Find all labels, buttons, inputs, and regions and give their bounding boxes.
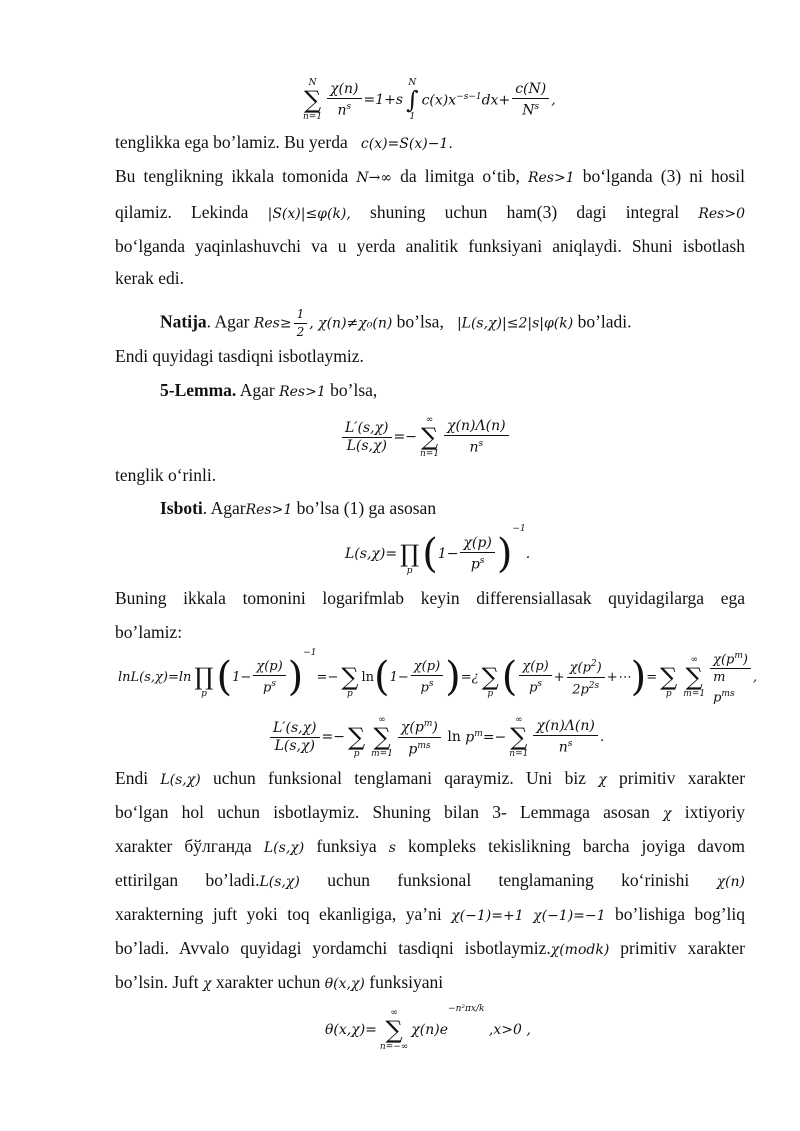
math-inline: χ(modk) (550, 942, 610, 958)
text: xarakter uchun (215, 972, 321, 992)
math-inline: θ(x,χ) (324, 976, 365, 992)
math-inline: c(x)=S(x)−1. (360, 136, 453, 152)
text: kompleks tekislikning barcha joyiga davom (407, 836, 746, 856)
math-inline: |L(s,χ)|≤2|s|φ(k) (456, 315, 574, 332)
text: Endi (115, 768, 149, 788)
text-line (115, 200, 745, 226)
math-inline: Res>1 (527, 170, 575, 186)
text: bo’lsin. Juft (115, 972, 199, 992)
lemma-label: 5-Lemma. (160, 380, 237, 400)
math-inline: Res>1 (245, 502, 293, 518)
fraction-numerator: 1 (294, 306, 308, 324)
math-inline: χ (663, 806, 672, 822)
fraction-denominator: 2 (296, 325, 305, 339)
math-inline: , χ(n)≠χ₀(n) (309, 315, 393, 332)
corollary-line (160, 306, 745, 341)
text: boʻlganda (3) ni hosil (582, 166, 745, 186)
math-inline: L(s,χ) (263, 840, 305, 856)
text: funksiyani (369, 972, 444, 992)
text: shuning uchun ham(3) dagi integral (370, 202, 680, 222)
text-line (115, 902, 745, 928)
formula-logarithm: lnL(s,χ)=ln ∏ p ( 1− $\frac{\chi(p)}{p^s}$ ) $^{-1}$ =− ∑ p ln ( 1− $\frac{\chi(p)}{p^s}$ ) =¿ ∑ p ( $\frac{\chi(p)}{p^s}$ + $\frac{\chi(p^2)}{2p^{2s}}$ +⋯ ) = ∑ p ∞ ∑ m=1 $\frac{\chi(p^m)}{m p^{ms}}$ , (118, 648, 758, 706)
text-line (115, 868, 745, 894)
text-line: Buning ikkala tomonini logarifmlab keyin differensiallasak quyidagilarga ega (115, 588, 745, 608)
proof-line (160, 496, 745, 522)
math-inline: Res>1 (279, 384, 326, 400)
text: bo’lsa (1) ga asosan (296, 498, 437, 518)
text: ixtiyoriy (684, 802, 746, 822)
formula-derivative-sum: $\frac{L'(s,\chi)}{L(s,\chi)}$ =− ∑ p ∞ ∑ m=1 $\frac{\chi(p^m)}{p^{ms}}$ ln $p^m=-$ ∞ ∑ n=1 $\frac{\chi(n)\Lambda(n)}{n^s}$ . (268, 708, 628, 766)
text-line: tenglik oʻrinli. (115, 465, 217, 485)
text-line: bo’lamiz: (115, 622, 183, 642)
text-line: kerak edi. (115, 268, 184, 288)
math-inline: L(s,χ) (259, 874, 300, 890)
text-line (115, 766, 745, 792)
text: bo’lsa, (396, 311, 444, 332)
text: bo’ladi. (577, 311, 632, 332)
text: funksiya (316, 836, 377, 856)
text: Bu tenglikning ikkala tomonida (115, 166, 349, 186)
math-inline: Res≥ (253, 315, 292, 332)
math-inline: χ(−1)=+1 χ(−1)=−1 (451, 908, 606, 924)
math-inline: χ (203, 976, 212, 992)
text: xarakter бўлганда (115, 836, 252, 856)
text: bo’ladi. Avvalo quyidagi yordamchi tasdiqni isbotlaymiz. (115, 938, 551, 958)
text-line (115, 164, 745, 190)
math-inline: χ(n) (716, 874, 746, 890)
math-inline: N→∞ (356, 170, 393, 186)
text: . Agar (206, 311, 250, 332)
text: . Agar (202, 498, 246, 518)
text: qilamiz. Lekinda (115, 202, 249, 222)
text: bo’lishiga bog’liq (615, 904, 746, 924)
text: tenglikka ega bo’lamiz. Bu yerda (115, 132, 348, 152)
text: uchun funksional tenglamani qaraymiz. Uni biz (213, 768, 586, 788)
text: da limitga oʻtib, (400, 166, 520, 186)
lemma-line (160, 378, 745, 404)
text: primitiv xarakter (619, 768, 746, 788)
math-inline: L(s,χ) (160, 772, 201, 788)
text-line: Endi quyidagi tasdiqni isbotlaymiz. (115, 346, 364, 366)
text: ettirilgan bo’ladi. (115, 870, 260, 890)
corollary-label: Natija (160, 311, 207, 332)
formula-euler-product: L(s,χ)= ∏ p ( 1− $\frac{\chi(p)}{p^s}$ ) −1 . (345, 524, 531, 577)
proof-label: Isboti (160, 498, 203, 518)
text-line (115, 834, 745, 860)
text-line (115, 800, 745, 826)
text: boʻlgan hol uchun isbotlaymiz. Shuning bilan 3- Lemmaga asosan (115, 802, 650, 822)
math-inline: Res>0 (698, 206, 746, 222)
formula-sum-identity: N ∑ n=1 $\frac{\chi(n)}{n^s}$ =1+s N ∫ 1 $c(x)x^{-s-1}dx+$ $\frac{c(N)}{N^s}$ , (303, 78, 556, 122)
text-line (115, 970, 745, 996)
text: xarakterning juft yoki toq ekanligiga, ya’ni (115, 904, 442, 924)
text-line (115, 130, 745, 156)
text: uchun funksional tenglamaning koʻrinishi (327, 870, 690, 890)
text: primitiv xarakter (620, 938, 745, 958)
formula-log-derivative: $\frac{L'(s,\chi)}{L(s,\chi)}$ =− ∞ ∑ n=1 $\frac{\chi(n)\Lambda(n)}{n^s}$ (340, 408, 540, 466)
math-inline: |S(x)|≤φ(k), (267, 206, 351, 222)
text: Agar (239, 380, 275, 400)
math-inline: s (388, 840, 396, 856)
math-inline: χ (598, 772, 607, 788)
text-line: boʻlganda yaqinlashuvchi va u yerda analitik funksiyani aniqlaydi. Shuni isbotlash (115, 236, 745, 256)
text-line (115, 936, 745, 962)
text: bo’lsa, (330, 380, 378, 400)
formula-theta-function: θ(x,χ)= ∞ ∑ n=−∞ χ(n)e −n²πx/k ,x>0 , (325, 1004, 531, 1052)
